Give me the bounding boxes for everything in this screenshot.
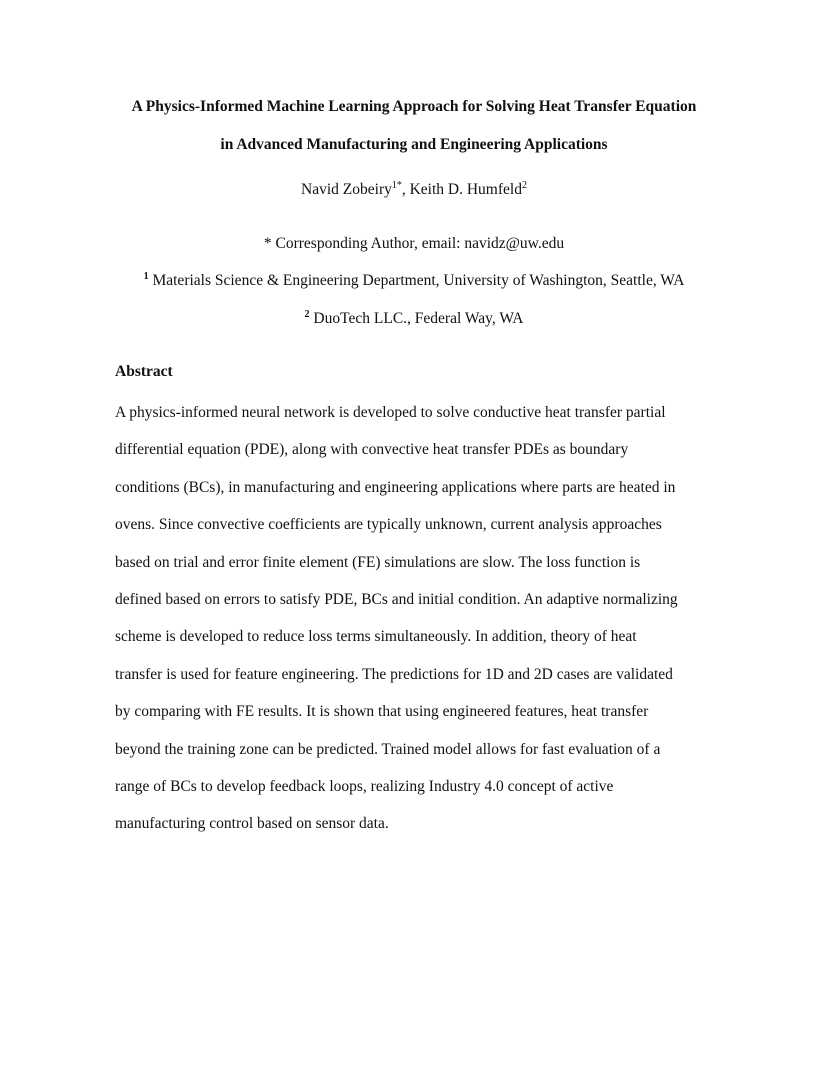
- abstract-heading: Abstract: [115, 363, 173, 380]
- author-superscript: 1*: [391, 180, 402, 191]
- author-name: Keith D. Humfeld: [409, 181, 522, 198]
- author-separator: ,: [401, 181, 410, 198]
- affiliation-text: DuoTech LLC., Federal Way, WA: [309, 310, 524, 327]
- abstract-line: ovens. Since convective coefficients are typically unknown, current analysis approaches: [115, 516, 662, 534]
- affiliation-marker: 2: [304, 309, 310, 320]
- abstract-body: [115, 404, 715, 853]
- abstract-line: scheme is developed to reduce loss terms simultaneously. In addition, theory of heat: [115, 628, 637, 646]
- abstract-line: transfer is used for feature engineering. The predictions for 1D and 2D cases are validated: [115, 665, 673, 683]
- abstract-line: beyond the training zone can be predicted. Trained model allows for fast evaluation of a: [115, 740, 661, 758]
- abstract-line: conditions (BCs), in manufacturing and engineering applications where parts are heated in: [115, 478, 676, 496]
- paper-title-line-2: in Advanced Manufacturing and Engineering Applications: [220, 136, 608, 153]
- author-superscript: 2: [521, 180, 527, 191]
- abstract-line: by comparing with FE results. It is shown that using engineered features, heat transfer: [115, 703, 649, 721]
- author-name: Navid Zobeiry: [301, 181, 392, 198]
- paper-title-line-1: A Physics-Informed Machine Learning Approach for Solving Heat Transfer Equation: [131, 98, 697, 115]
- affiliation-marker: 1: [143, 271, 149, 282]
- affiliation-1: [0, 272, 828, 290]
- abstract-line: defined based on errors to satisfy PDE, BCs and initial condition. An adaptive normalizing: [115, 590, 678, 608]
- corresponding-author-note: * Corresponding Author, email: navidz@uw.edu: [263, 235, 565, 252]
- abstract-line: differential equation (PDE), along with convective heat transfer PDEs as boundary: [115, 441, 629, 459]
- abstract-line: manufacturing control based on sensor data.: [115, 815, 389, 833]
- affiliation-2: [0, 310, 828, 328]
- abstract-line: based on trial and error finite element (FE) simulations are slow. The loss function is: [115, 553, 641, 571]
- abstract-line: range of BCs to develop feedback loops, realizing Industry 4.0 concept of active: [115, 777, 614, 795]
- affiliation-text: Materials Science & Engineering Department, University of Washington, Seattle, WA: [148, 272, 685, 289]
- author-list: [0, 181, 828, 199]
- abstract-line: A physics-informed neural network is developed to solve conductive heat transfer partial: [115, 404, 666, 421]
